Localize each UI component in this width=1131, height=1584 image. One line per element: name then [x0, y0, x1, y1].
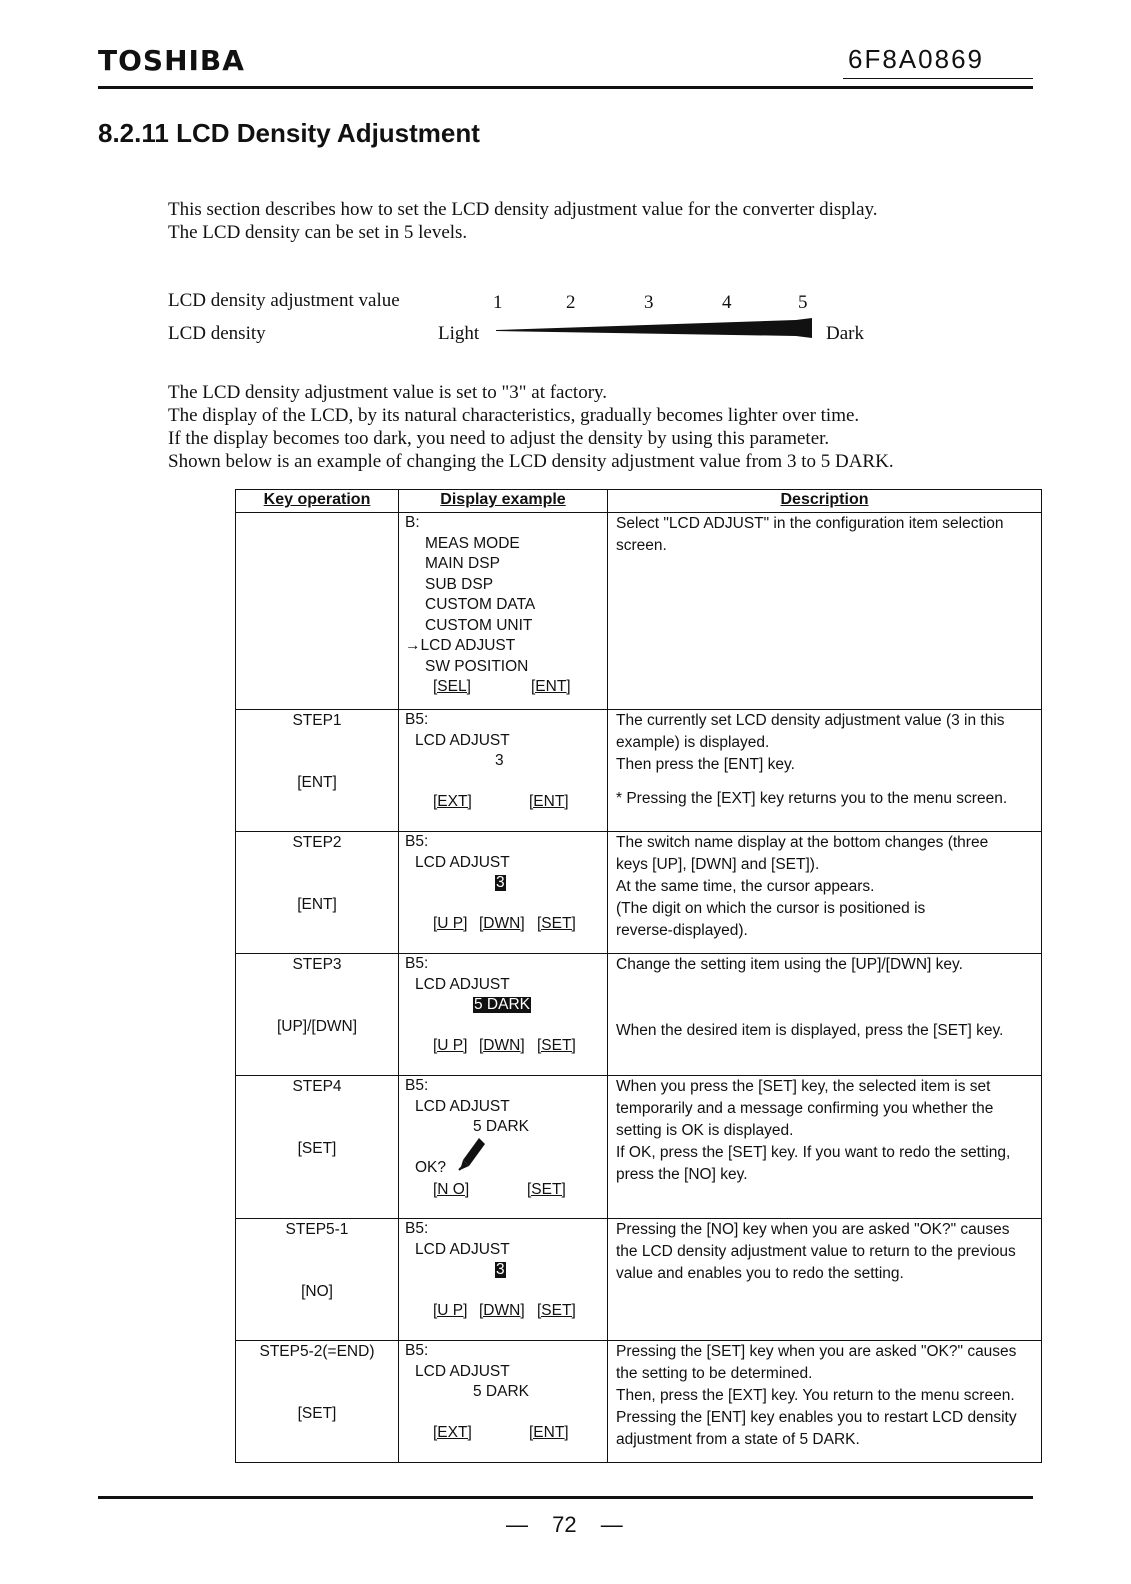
- description-cell: Select "LCD ADJUST" in the configuration item selection screen.: [608, 513, 1042, 710]
- softkey-row: [N O] [SET]: [433, 1180, 566, 1198]
- display-value: 5 DARK: [473, 1383, 529, 1400]
- description-cell: The currently set LCD density adjustment value (3 in this example) is displayed. Then press the [ENT] key. * Pressing the [EXT] key returns you to the menu screen.: [608, 710, 1042, 832]
- header-display-example: Display example: [399, 490, 608, 513]
- description-cell: Pressing the [SET] key when you are asked "OK?" causes the setting to be determined. Then, press the [EXT] key. You return to the menu screen. Pressing the [ENT] key enables you to restart LCD density adjustment from a state of 5 DARK.: [608, 1341, 1042, 1463]
- note-line-3: If the display becomes too dark, you need to adjust the density by using this parameter.: [168, 428, 830, 449]
- softkey-row: [U P] [DWN] [SET]: [433, 914, 576, 932]
- table-row: [236, 1219, 1042, 1341]
- key-cell: [236, 1076, 399, 1219]
- display-cell: B5: LCD ADJUST 5 DARK [EXT] [ENT]: [399, 1341, 608, 1463]
- softkey-row: [U P] [DWN] [SET]: [433, 1036, 576, 1054]
- table-row: [236, 513, 1042, 710]
- note-line-2: The display of the LCD, by its natural characteristics, gradually becomes lighter over time.: [168, 405, 860, 426]
- intro-line-2: The LCD density can be set in 5 levels.: [168, 222, 468, 243]
- step-label: STEP5-2(=END): [259, 1343, 375, 1360]
- key-operation-table: [235, 489, 1042, 1463]
- table-row: [236, 710, 1042, 832]
- density-label: LCD density: [168, 323, 266, 344]
- header-description: Description: [608, 490, 1042, 513]
- density-wedge-graphic: [496, 318, 812, 338]
- display-cell: B5: LCD ADJUST 3 [U P] [DWN] [SET]: [399, 1219, 608, 1341]
- description-cell: The switch name display at the bottom changes (three keys [UP], [DWN] and [SET]). At the same time, the cursor appears. (The digit on which the cursor is positioned is reverse-displayed).: [608, 832, 1042, 954]
- display-screen-id: B:: [405, 514, 420, 531]
- footer-divider: [98, 1496, 1033, 1499]
- menu-item: SW POSITION: [425, 657, 529, 675]
- key-label: [UP]/[DWN]: [276, 1018, 358, 1035]
- key-label: [SET]: [297, 1405, 337, 1422]
- table-row: [236, 832, 1042, 954]
- step-label: STEP5-1: [285, 1221, 349, 1238]
- softkey-row: [EXT] [ENT]: [433, 792, 569, 810]
- description-cell: Change the setting item using the [UP]/[DWN] key. When the desired item is displayed, press the [SET] key.: [608, 954, 1042, 1076]
- key-label: [ENT]: [297, 774, 337, 791]
- page-number: — 72 —: [506, 1512, 623, 1537]
- display-cell: B5: LCD ADJUST 3 [EXT] [ENT]: [399, 710, 608, 832]
- key-cell: [236, 710, 399, 832]
- document-number-underline: [843, 78, 1033, 79]
- display-cell: B5: LCD ADJUST 5 DARK [U P] [DWN] [SET]: [399, 954, 608, 1076]
- menu-item: CUSTOM UNIT: [425, 616, 533, 634]
- density-light-label: Light: [438, 323, 480, 344]
- step-label: STEP4: [292, 1078, 342, 1095]
- density-value-4: 4: [722, 292, 732, 313]
- table-row: [236, 1341, 1042, 1463]
- section-title: 8.2.11 LCD Density Adjustment: [98, 118, 480, 148]
- cursor-value: 5 DARK: [474, 996, 530, 1013]
- menu-item-selected: →LCD ADJUST: [405, 637, 516, 654]
- cursor-value: 3: [496, 874, 505, 891]
- key-cell: [236, 832, 399, 954]
- display-cell: [399, 513, 608, 710]
- key-cell: [236, 513, 399, 710]
- menu-item: MAIN DSP: [425, 555, 500, 572]
- display-value: 3: [495, 752, 504, 769]
- display-cell: B5: LCD ADJUST 3 [U P] [DWN] [SET]: [399, 832, 608, 954]
- brand-logo: TOSHIBA: [98, 44, 245, 77]
- softkey-row: [U P] [DWN] [SET]: [433, 1301, 576, 1319]
- menu-item: CUSTOM DATA: [425, 596, 536, 613]
- key-label: [SET]: [297, 1140, 337, 1157]
- menu-item: SUB DSP: [425, 575, 494, 593]
- menu-item: MEAS MODE: [425, 534, 520, 552]
- display-value: 5 DARK: [473, 1118, 529, 1135]
- density-value-1: 1: [493, 292, 503, 313]
- confirm-prompt: OK?: [415, 1158, 447, 1176]
- step-label: STEP2: [292, 834, 342, 851]
- density-value-5: 5: [798, 292, 808, 313]
- header-divider: [98, 86, 1033, 89]
- density-value-3: 3: [644, 292, 654, 313]
- table-row: [236, 1076, 1042, 1219]
- density-value-2: 2: [566, 292, 576, 313]
- key-cell: [236, 954, 399, 1076]
- note-line-4: Shown below is an example of changing the LCD density adjustment value from 3 to 5 DARK.: [168, 451, 894, 472]
- header-key-operation: Key operation: [236, 490, 399, 513]
- softkey-row: [EXT] [ENT]: [433, 1423, 569, 1441]
- softkey-row: [SEL] [ENT]: [433, 678, 571, 695]
- key-label: [ENT]: [297, 896, 337, 913]
- density-dark-label: Dark: [826, 323, 864, 344]
- key-label: [NO]: [301, 1283, 333, 1300]
- cursor-value: 3: [496, 1261, 505, 1278]
- description-cell: When you press the [SET] key, the selected item is set temporarily and a message confirming you whether the setting is OK is displayed. If OK, press the [SET] key. If you want to redo the setting, press the [NO] key.: [608, 1076, 1042, 1219]
- document-number: 6F8A0869: [848, 44, 984, 74]
- key-cell: [236, 1341, 399, 1463]
- step-label: STEP3: [292, 956, 342, 973]
- intro-line-1: This section describes how to set the LCD density adjustment value for the converter display.: [168, 199, 878, 220]
- density-value-label: LCD density adjustment value: [168, 290, 400, 311]
- step-label: STEP1: [292, 712, 342, 729]
- table-row: [236, 954, 1042, 1076]
- description-cell: Pressing the [NO] key when you are asked "OK?" causes the LCD density adjustment value to return to the previous value and enables you to redo the setting.: [608, 1219, 1042, 1341]
- key-cell: [236, 1219, 399, 1341]
- note-line-1: The LCD density adjustment value is set to "3" at factory.: [168, 382, 608, 403]
- table-header-row: [236, 490, 1042, 513]
- display-cell: B5: LCD ADJUST 5 DARK OK? [N O] [SET]: [399, 1076, 608, 1219]
- pencil-icon: [457, 1136, 487, 1172]
